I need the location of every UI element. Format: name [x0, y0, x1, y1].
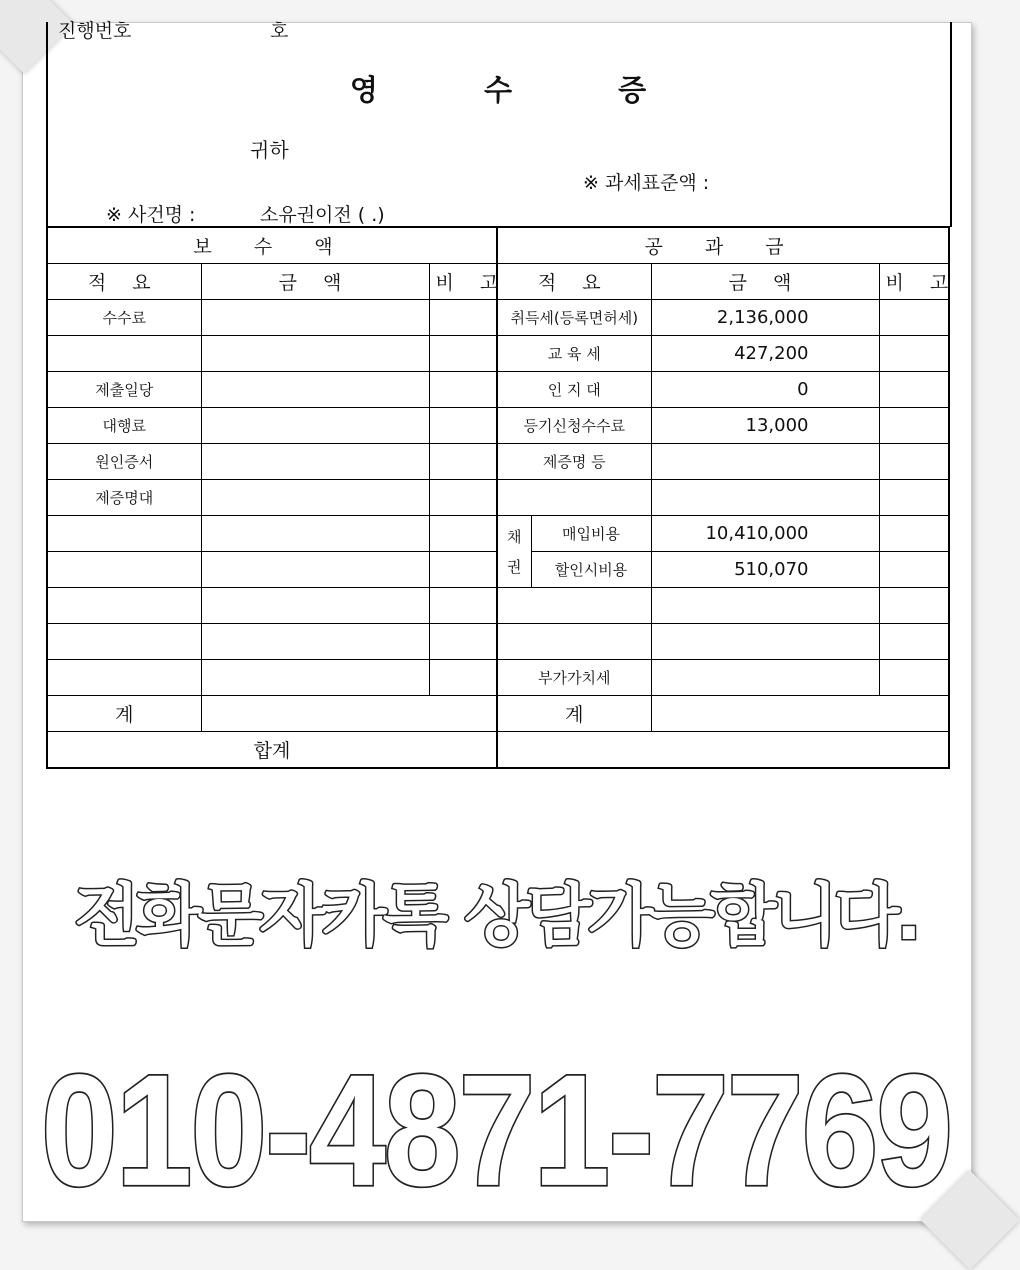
table-row: [47, 372, 949, 408]
case-name-label: ※ 사건명 :: [106, 204, 196, 226]
bond-item: 매입비용: [531, 516, 651, 552]
fee-item: [47, 624, 201, 660]
tax-base-label: ※ 과세표준액 :: [583, 172, 710, 194]
public-item: 인 지 대: [497, 372, 651, 408]
table-row: [47, 300, 949, 336]
contact-banner-text: 전화문자카톡 상담가능합니다.: [74, 877, 918, 956]
receipt-table: [46, 226, 959, 769]
public-amount: 427,200: [651, 336, 879, 372]
table-row: [47, 444, 949, 480]
fee-item-header: 적 요: [47, 264, 201, 300]
progress-number-suffix: 호: [270, 20, 289, 42]
fee-item: 제증명대: [47, 480, 201, 516]
table-row: [47, 660, 949, 696]
public-item: 등기신청수수료: [497, 408, 651, 444]
bond-item: 할인시비용: [531, 552, 651, 588]
public-subtotal-value: [651, 696, 949, 732]
public-item: 교 육 세: [497, 336, 651, 372]
grand-total-label: 합계: [47, 732, 497, 769]
fee-item: [47, 588, 201, 624]
fee-subtotal-value: [201, 696, 497, 732]
public-section-title: 공 과 금: [497, 227, 949, 264]
honorific: 귀하: [250, 138, 289, 162]
table-row: [47, 588, 949, 624]
public-item: 취득세(등록면허세): [497, 300, 651, 336]
public-item-header: 적 요: [497, 264, 651, 300]
case-name-value: 소유권이전 ( .): [260, 204, 385, 226]
table-row: [47, 516, 949, 552]
fee-item: [47, 552, 201, 588]
public-amount: [651, 444, 879, 480]
public-note-header: 비 고: [879, 264, 949, 300]
section-header-row: [47, 227, 949, 264]
receipt-header: [46, 22, 952, 227]
vat-label: 부가가치세: [497, 660, 651, 696]
title-char: 영: [349, 73, 380, 107]
fee-item: [47, 660, 201, 696]
contact-phone-number: 010-4871-7769: [40, 1042, 952, 1220]
public-item: [497, 480, 651, 516]
title-char: 증: [618, 73, 649, 107]
subtotal-row: [47, 696, 949, 732]
column-header-row: [47, 264, 949, 300]
receipt-title: [48, 68, 950, 109]
fee-section-title: 보 수 액: [47, 227, 497, 264]
fee-amount-header: 금 액: [201, 264, 429, 300]
public-item: 제증명 등: [497, 444, 651, 480]
fee-subtotal-label: 계: [47, 696, 201, 732]
table-row: [47, 336, 949, 372]
fee-item: 제출일당: [47, 372, 201, 408]
fee-item: 대행료: [47, 408, 201, 444]
public-amount-header: 금 액: [651, 264, 879, 300]
table-row: [47, 408, 949, 444]
bond-label: 채 권: [497, 516, 531, 588]
table-row: [47, 480, 949, 516]
progress-number-label: 진행번호: [58, 20, 132, 42]
fee-item: [47, 336, 201, 372]
fee-item: 원인증서: [47, 444, 201, 480]
fee-note-header: 비 고: [429, 264, 497, 300]
public-amount: [651, 480, 879, 516]
public-amount: 13,000: [651, 408, 879, 444]
bond-amount: 510,070: [651, 552, 879, 588]
public-amount: 2,136,000: [651, 300, 879, 336]
bond-amount: 10,410,000: [651, 516, 879, 552]
grand-total-row: [47, 732, 949, 769]
fee-item: [47, 516, 201, 552]
public-subtotal-label: 계: [497, 696, 651, 732]
public-amount: 0: [651, 372, 879, 408]
title-char: 수: [483, 73, 514, 107]
grand-total-value: [497, 732, 949, 769]
fee-item: 수수료: [47, 300, 201, 336]
table-row: [47, 624, 949, 660]
